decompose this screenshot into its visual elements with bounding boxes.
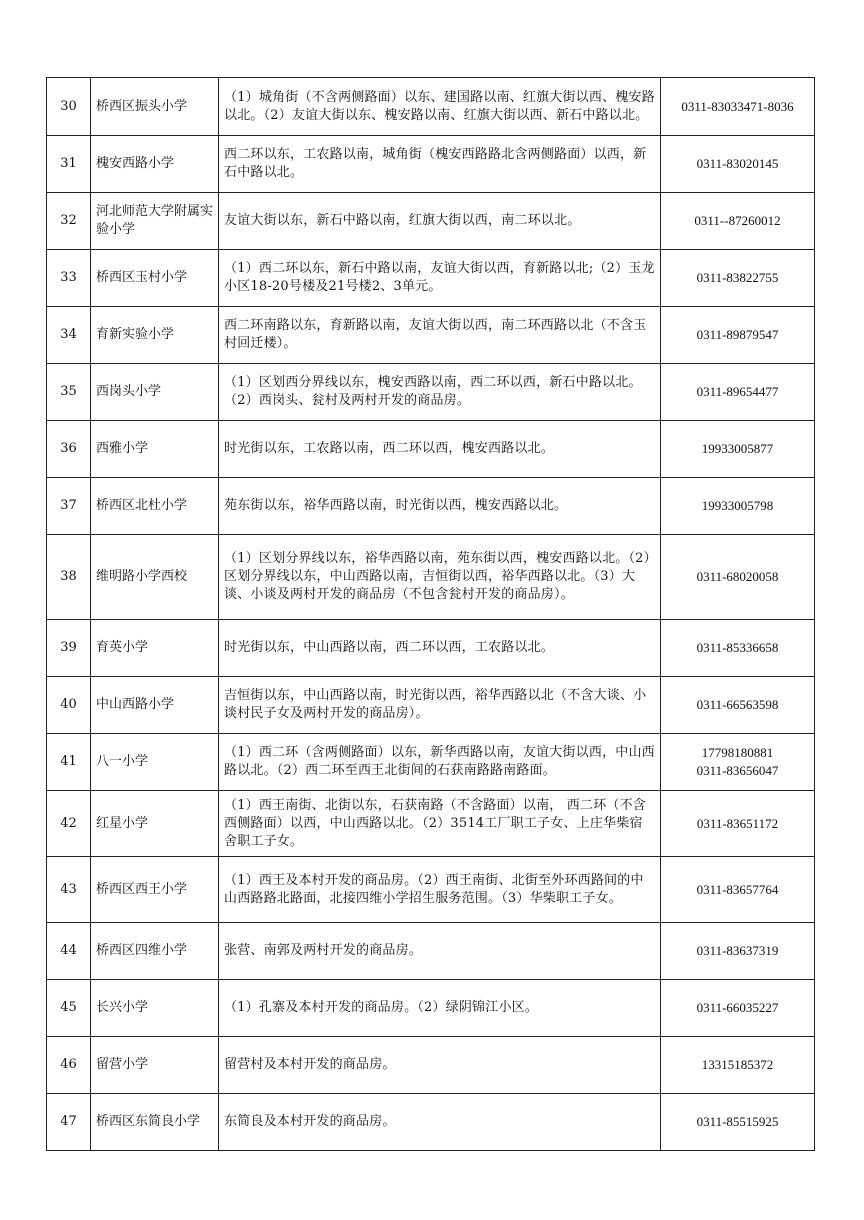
phone-cell: 0311-85336658 (661, 620, 815, 677)
service-area-cell: 吉恒街以东，中山西路以南，时光街以西，裕华西路以北（不含大谈、小谈村民子女及两村开发的商品房）。 (219, 677, 661, 734)
row-number-cell: 34 (47, 307, 91, 364)
phone-cell: 19933005877 (661, 421, 815, 478)
service-area-cell: （1）西王及本村开发的商品房。（2）西王南街、北街至外环西路间的中山西路路北路面，北接四维小学招生服务范围。（3）华柴职工子女。 (219, 857, 661, 923)
school-name-cell: 长兴小学 (91, 980, 219, 1037)
table-row (47, 478, 815, 535)
school-name-cell: 西雅小学 (91, 421, 219, 478)
row-number-cell: 31 (47, 136, 91, 193)
phone-cell: 19933005798 (661, 478, 815, 535)
table-row (47, 307, 815, 364)
school-name-cell: 桥西区四维小学 (91, 923, 219, 980)
school-name-cell: 河北师范大学附属实验小学 (91, 193, 219, 250)
service-area-cell: 留营村及本村开发的商品房。 (219, 1037, 661, 1094)
table-row (47, 620, 815, 677)
table-row (47, 677, 815, 734)
row-number-cell: 33 (47, 250, 91, 307)
school-name-cell: 维明路小学西校 (91, 535, 219, 620)
phone-cell: 0311-83822755 (661, 250, 815, 307)
row-number-cell: 44 (47, 923, 91, 980)
table-row (47, 250, 815, 307)
service-area-cell: （1）城角街（不含两侧路面）以东、建国路以南、红旗大街以西、槐安路以北。（2）友谊大街以东、槐安路以南、红旗大街以西、新石中路以北。 (219, 78, 661, 136)
phone-cell: 0311-83033471-8036 (661, 78, 815, 136)
phone-cell: 0311-83637319 (661, 923, 815, 980)
phone-cell: 0311--87260012 (661, 193, 815, 250)
school-name-cell: 育英小学 (91, 620, 219, 677)
row-number-cell: 38 (47, 535, 91, 620)
phone-cell: 0311-85515925 (661, 1094, 815, 1151)
school-name-cell: 桥西区东简良小学 (91, 1094, 219, 1151)
service-area-cell: 西二环以东，工农路以南，城角街（槐安西路路北含两侧路面）以西，新石中路以北。 (219, 136, 661, 193)
school-name-cell: 桥西区西王小学 (91, 857, 219, 923)
table-row (47, 1037, 815, 1094)
service-area-cell: （1）西二环以东，新石中路以南，友谊大街以西，育新路以北;（2）玉龙小区18-20号楼及21号楼2、3单元。 (219, 250, 661, 307)
service-area-cell: 时光街以东，工农路以南，西二环以西，槐安西路以北。 (219, 421, 661, 478)
row-number-cell: 32 (47, 193, 91, 250)
school-name-cell: 西岗头小学 (91, 364, 219, 421)
table-row (47, 857, 815, 923)
table-row (47, 791, 815, 857)
service-area-cell: 张营、南郭及两村开发的商品房。 (219, 923, 661, 980)
phone-cell: 0311-68020058 (661, 535, 815, 620)
table-row (47, 1094, 815, 1151)
phone-cell: 0311-89879547 (661, 307, 815, 364)
school-name-cell: 桥西区北杜小学 (91, 478, 219, 535)
phone-cell: 0311-83020145 (661, 136, 815, 193)
row-number-cell: 36 (47, 421, 91, 478)
row-number-cell: 42 (47, 791, 91, 857)
row-number-cell: 43 (47, 857, 91, 923)
service-area-cell: 东简良及本村开发的商品房。 (219, 1094, 661, 1151)
service-area-cell: 西二环南路以东，育新路以南，友谊大街以西，南二环西路以北（不含玉村回迁楼）。 (219, 307, 661, 364)
school-name-cell: 桥西区振头小学 (91, 78, 219, 136)
service-area-cell: （1）孔寨及本村开发的商品房。（2）绿阴锦江小区。 (219, 980, 661, 1037)
table-row (47, 923, 815, 980)
row-number-cell: 35 (47, 364, 91, 421)
school-name-cell: 八一小学 (91, 734, 219, 791)
table-row (47, 193, 815, 250)
phone-cell: 0311-66563598 (661, 677, 815, 734)
school-name-cell: 中山西路小学 (91, 677, 219, 734)
table-row (47, 734, 815, 791)
service-area-cell: 时光街以东，中山西路以南，西二环以西，工农路以北。 (219, 620, 661, 677)
service-area-cell: 苑东街以东，裕华西路以南，时光街以西，槐安西路以北。 (219, 478, 661, 535)
table-row (47, 535, 815, 620)
phone-cell: 0311-83657764 (661, 857, 815, 923)
row-number-cell: 41 (47, 734, 91, 791)
phone-cell: 0311-89654477 (661, 364, 815, 421)
school-name-cell: 留营小学 (91, 1037, 219, 1094)
phone-cell: 13315185372 (661, 1037, 815, 1094)
table-row (47, 980, 815, 1037)
school-name-cell: 槐安西路小学 (91, 136, 219, 193)
table-row (47, 78, 815, 136)
row-number-cell: 46 (47, 1037, 91, 1094)
school-name-cell: 红星小学 (91, 791, 219, 857)
school-district-table (46, 77, 815, 1151)
service-area-cell: （1）区划分界线以东，裕华西路以南，苑东街以西，槐安西路以北。（2）区划分界线以东，中山西路以南，吉恒街以西，裕华西路以北。（3）大谈、小谈及两村开发的商品房（不包含瓮村开发的商品房）。 (219, 535, 661, 620)
table-row (47, 421, 815, 478)
table-body (47, 78, 815, 1151)
phone-cell: 0311-66035227 (661, 980, 815, 1037)
phone-cell: 17798180881 0311-83656047 (661, 734, 815, 791)
service-area-cell: （1）区划西分界线以东，槐安西路以南，西二环以西，新石中路以北。（2）西岗头、瓮村及两村开发的商品房。 (219, 364, 661, 421)
school-name-cell: 育新实验小学 (91, 307, 219, 364)
service-area-cell: （1）西王南街、北街以东，石获南路（不含路面）以南， 西二环（不含西侧路面）以西，中山西路以北。（2）3514工厂职工子女、上庄华柴宿舍职工子女。 (219, 791, 661, 857)
row-number-cell: 30 (47, 78, 91, 136)
school-name-cell: 桥西区玉村小学 (91, 250, 219, 307)
row-number-cell: 40 (47, 677, 91, 734)
service-area-cell: 友谊大街以东，新石中路以南，红旗大街以西，南二环以北。 (219, 193, 661, 250)
table-row (47, 136, 815, 193)
row-number-cell: 39 (47, 620, 91, 677)
service-area-cell: （1）西二环（含两侧路面）以东，新华西路以南，友谊大街以西，中山西路以北。（2）西二环至西王北街间的石获南路路南路面。 (219, 734, 661, 791)
phone-cell: 0311-83651172 (661, 791, 815, 857)
row-number-cell: 45 (47, 980, 91, 1037)
row-number-cell: 47 (47, 1094, 91, 1151)
row-number-cell: 37 (47, 478, 91, 535)
table-row (47, 364, 815, 421)
